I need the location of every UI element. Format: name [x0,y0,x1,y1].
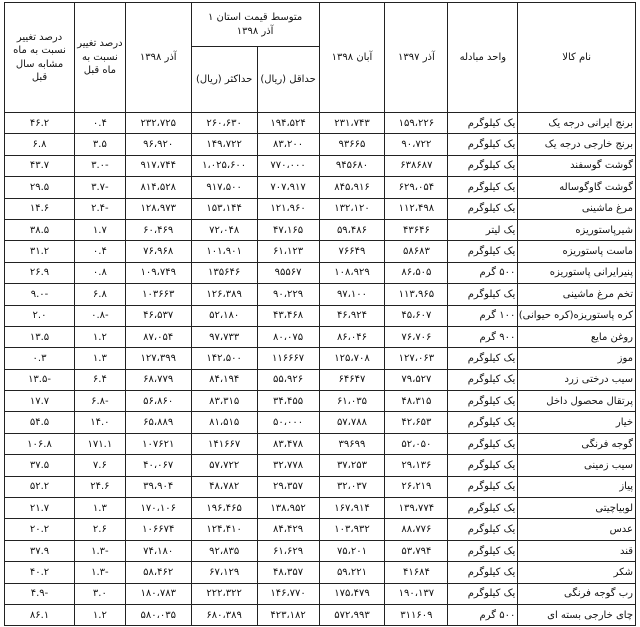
cell-max: ۱۴۲،۵۰۰ [191,348,257,369]
cell-max: ۴۸،۷۸۲ [191,476,257,497]
cell-azar97: ۱۳۹،۷۷۴ [385,498,448,519]
cell-item: لوبیاچیتی [518,498,636,519]
cell-unit: یک کیلوگرم [448,155,518,176]
cell-unit: یک کیلوگرم [448,433,518,454]
cell-aban98: ۵۷،۷۸۸ [319,412,385,433]
cell-item: شکر [518,562,636,583]
cell-mom-change: ۱.۳- [75,540,126,561]
cell-aban98: ۶۱،۰۳۵ [319,391,385,412]
cell-max: ۲۲۲،۳۲۲ [191,583,257,604]
cell-unit: یک کیلوگرم [448,476,518,497]
cell-yoy-change: ۲۶.۹ [5,262,75,283]
cell-aban98: ۵۷۲،۹۹۳ [319,604,385,625]
table-row [5,262,636,283]
cell-mom-change: ۳.۷- [75,177,126,198]
cell-mom-change: ۷.۶ [75,455,126,476]
cell-unit: یک کیلوگرم [448,198,518,219]
table-row [5,391,636,412]
table-row [5,540,636,561]
cell-azar98: ۴۰،۰۶۷ [125,455,191,476]
cell-aban98: ۱۲۵،۷۰۸ [319,348,385,369]
cell-max: ۱۹۶،۴۶۵ [191,498,257,519]
cell-mom-change: ۰.۸ [75,262,126,283]
cell-min: ۱۱۶۶۶۷ [257,348,319,369]
cell-azar97: ۱۹۰،۱۳۷ [385,583,448,604]
table-row [5,326,636,347]
cell-mom-change: ۶.۸- [75,391,126,412]
cell-yoy-change: ۲۹.۵ [5,177,75,198]
cell-item: پیاز [518,476,636,497]
cell-azar97: ۷۶،۷۰۶ [385,326,448,347]
cell-azar97: ۴۵،۶۰۷ [385,305,448,326]
cell-yoy-change: ۲۱.۷ [5,498,75,519]
col-header-max: حداکثر (ریال) [191,47,257,113]
cell-azar98: ۱۰۷۶۲۱ [125,433,191,454]
col-header-aban98: آبان ۱۳۹۸ [319,3,385,113]
price-table [4,2,636,626]
cell-unit: یک کیلوگرم [448,177,518,198]
cell-unit: یک کیلوگرم [448,391,518,412]
cell-min: ۴۲۳،۱۸۲ [257,604,319,625]
cell-yoy-change: ۴.۹- [5,583,75,604]
table-row [5,498,636,519]
cell-min: ۸۴،۴۲۹ [257,519,319,540]
cell-yoy-change: ۱۳.۵ [5,326,75,347]
cell-azar98: ۹۶،۹۲۰ [125,134,191,155]
cell-azar97: ۶۲۹،۰۵۴ [385,177,448,198]
col-header-azar98: آذر ۱۳۹۸ [125,3,191,113]
cell-unit: یک کیلوگرم [448,369,518,390]
cell-azar97: ۱۱۳،۹۶۵ [385,284,448,305]
table-row [5,583,636,604]
cell-max: ۱۴۱۶۶۷ [191,433,257,454]
cell-azar97: ۴۱۶۸۴ [385,562,448,583]
cell-azar98: ۳۹،۹۰۴ [125,476,191,497]
cell-unit: یک کیلوگرم [448,583,518,604]
table-row [5,455,636,476]
cell-min: ۸۳،۲۰۰ [257,134,319,155]
cell-azar98: ۶۰،۴۶۹ [125,219,191,240]
cell-azar97: ۳۱۱۶۰۹ [385,604,448,625]
cell-azar98: ۵۶،۸۶۰ [125,391,191,412]
table-body [5,113,636,626]
cell-mom-change: ۱.۳ [75,498,126,519]
cell-azar98: ۵۸۰،۰۳۵ [125,604,191,625]
cell-aban98: ۹۳۶۶۵ [319,134,385,155]
cell-unit: یک کیلوگرم [448,241,518,262]
cell-mom-change: ۱.۲ [75,326,126,347]
cell-unit: یک کیلوگرم [448,113,518,134]
cell-yoy-change: ۱۴.۶ [5,198,75,219]
cell-azar98: ۱۲۷،۳۹۹ [125,348,191,369]
cell-aban98: ۱۷۵،۴۷۹ [319,583,385,604]
cell-mom-change: ۰.۸- [75,305,126,326]
cell-azar98: ۱۰۳۶۶۳ [125,284,191,305]
cell-aban98: ۵۹،۴۸۶ [319,219,385,240]
table-row [5,198,636,219]
cell-aban98: ۸۴۵،۹۱۶ [319,177,385,198]
cell-azar97: ۲۶،۲۱۹ [385,476,448,497]
cell-unit: یک کیلوگرم [448,348,518,369]
cell-mom-change: ۳.۵ [75,134,126,155]
cell-item: برنج خارجی درجه یک [518,134,636,155]
cell-azar98: ۱۲۸،۹۷۳ [125,198,191,219]
cell-azar97: ۶۳۸۶۸۷ [385,155,448,176]
col-header-mom-change: درصد تغییر نسبت به ماه قبل [75,3,126,113]
cell-azar97: ۱۲۷،۰۶۳ [385,348,448,369]
cell-max: ۵۲،۱۸۰ [191,305,257,326]
table-row [5,412,636,433]
cell-aban98: ۳۷،۲۵۳ [319,455,385,476]
cell-yoy-change: ۱۷.۷ [5,391,75,412]
cell-item: تخم مرغ ماشینی [518,284,636,305]
cell-aban98: ۴۶،۹۲۴ [319,305,385,326]
cell-max: ۶۸۰،۳۸۹ [191,604,257,625]
cell-item: خیار [518,412,636,433]
cell-aban98: ۶۴۶۴۷ [319,369,385,390]
cell-max: ۹۲،۸۳۵ [191,540,257,561]
cell-azar97: ۷۹،۵۲۷ [385,369,448,390]
cell-azar98: ۲۳۲،۷۲۵ [125,113,191,134]
cell-unit: یک کیلوگرم [448,562,518,583]
cell-azar97: ۴۲،۶۵۳ [385,412,448,433]
cell-min: ۹۵۵۶۷ [257,262,319,283]
cell-aban98: ۵۹،۲۲۱ [319,562,385,583]
cell-azar97: ۱۱۲،۴۹۸ [385,198,448,219]
cell-yoy-change: ۲۰.۲ [5,519,75,540]
cell-item: موز [518,348,636,369]
cell-yoy-change: ۱۳.۵- [5,369,75,390]
cell-max: ۷۲،۰۴۸ [191,219,257,240]
col-header-min: حداقل (ریال) [257,47,319,113]
cell-azar98: ۵۸،۴۶۲ [125,562,191,583]
cell-yoy-change: ۳۷.۵ [5,455,75,476]
cell-unit: ۵۰۰ گرم [448,262,518,283]
cell-min: ۱۹۴،۵۲۴ [257,113,319,134]
table-row [5,177,636,198]
cell-azar98: ۱۷۰،۱۰۶ [125,498,191,519]
cell-aban98: ۱۰۳،۹۳۲ [319,519,385,540]
cell-item: چای خارجی بسته ای [518,604,636,625]
group-header-line1: متوسط قیمت استان ۱ [207,12,303,23]
cell-min: ۶۱،۶۲۹ [257,540,319,561]
cell-max: ۱۲۴،۴۱۰ [191,519,257,540]
cell-yoy-change: ۴۳.۷ [5,155,75,176]
cell-item: ماست پاستوریزه [518,241,636,262]
cell-azar98: ۷۶،۹۶۸ [125,241,191,262]
cell-min: ۴۳،۴۶۸ [257,305,319,326]
cell-mom-change: ۶.۴ [75,369,126,390]
table-row [5,604,636,625]
cell-max: ۲۶۰،۶۳۰ [191,113,257,134]
table-row [5,113,636,134]
cell-azar97: ۴۳۶۴۶ [385,219,448,240]
cell-unit: یک کیلوگرم [448,412,518,433]
cell-azar97: ۹۰،۷۲۲ [385,134,448,155]
cell-azar98: ۱۰۶۶۷۴ [125,519,191,540]
cell-item: گوجه فرنگی [518,433,636,454]
cell-item: عدس [518,519,636,540]
cell-unit: یک کیلوگرم [448,455,518,476]
cell-item: قند [518,540,636,561]
cell-aban98: ۳۹۶۹۹ [319,433,385,454]
cell-azar98: ۹۱۷،۷۴۴ [125,155,191,176]
cell-unit: یک کیلوگرم [448,498,518,519]
cell-max: ۸۳،۳۱۵ [191,391,257,412]
group-header-line2: آذر ۱۳۹۸ [236,25,274,37]
cell-min: ۱۴۶،۷۷۰ [257,583,319,604]
table-row [5,155,636,176]
cell-aban98: ۷۵،۲۰۱ [319,540,385,561]
cell-azar97: ۵۲،۰۵۰ [385,433,448,454]
cell-mom-change: ۶.۸ [75,284,126,305]
cell-max: ۱۳۵۶۴۶ [191,262,257,283]
cell-min: ۶۱،۱۲۳ [257,241,319,262]
cell-yoy-change: ۳۷.۹ [5,540,75,561]
cell-min: ۴۸،۳۵۷ [257,562,319,583]
cell-min: ۱۳۸،۹۵۲ [257,498,319,519]
table-row [5,219,636,240]
cell-azar97: ۱۵۹،۲۲۶ [385,113,448,134]
cell-unit: یک کیلوگرم [448,134,518,155]
cell-item: برنج ایرانی درجه یک [518,113,636,134]
cell-item: مرغ ماشینی [518,198,636,219]
cell-yoy-change: ۲.۰ [5,305,75,326]
cell-azar98: ۱۸۰،۷۸۳ [125,583,191,604]
cell-azar97: ۲۹،۱۳۶ [385,455,448,476]
cell-mom-change: ۱.۳ [75,348,126,369]
col-header-unit: واحد مبادله [448,3,518,113]
cell-min: ۸۰،۰۷۵ [257,326,319,347]
cell-yoy-change: ۳۸.۵ [5,219,75,240]
cell-max: ۸۱،۵۱۵ [191,412,257,433]
cell-aban98: ۱۶۷،۹۱۴ [319,498,385,519]
cell-mom-change: ۲۴.۶ [75,476,126,497]
cell-azar97: ۸۶،۵۰۵ [385,262,448,283]
cell-max: ۹۷،۷۳۳ [191,326,257,347]
table-row [5,134,636,155]
cell-mom-change: ۲.۴- [75,198,126,219]
cell-item: پرتقال محصول داخل [518,391,636,412]
cell-item: شیرپاستوریزه [518,219,636,240]
cell-max: ۱،۰۲۵،۶۰۰ [191,155,257,176]
col-header-yoy-change: درصد تغییر نسبت به ماه مشابه سال قبل [5,3,75,113]
cell-min: ۳۴،۴۵۵ [257,391,319,412]
cell-aban98: ۹۴۵۶۸۰ [319,155,385,176]
cell-yoy-change: ۴۰.۲ [5,562,75,583]
col-header-azar97: آذر ۱۳۹۷ [385,3,448,113]
table-row [5,305,636,326]
cell-item: کره پاستوریزه(کره حیوانی) [518,305,636,326]
cell-min: ۷۷۰،۰۰۰ [257,155,319,176]
cell-unit: ۵۰۰ گرم [448,604,518,625]
price-table-container [4,2,636,624]
cell-item: روغن مایع [518,326,636,347]
cell-yoy-change: ۹.۰- [5,284,75,305]
cell-unit: یک کیلوگرم [448,284,518,305]
cell-max: ۸۴،۱۹۴ [191,369,257,390]
table-row [5,348,636,369]
cell-max: ۱۲۶،۳۸۹ [191,284,257,305]
cell-yoy-change: ۶.۸ [5,134,75,155]
cell-azar97: ۴۸،۳۱۵ [385,391,448,412]
cell-max: ۹۱۷،۵۰۰ [191,177,257,198]
cell-aban98: ۳۲،۰۳۷ [319,476,385,497]
cell-min: ۵۰،۰۰۰ [257,412,319,433]
cell-azar98: ۱۰۹،۷۴۹ [125,262,191,283]
cell-aban98: ۲۳۱،۷۴۳ [319,113,385,134]
cell-min: ۱۲۱،۹۶۰ [257,198,319,219]
table-row [5,369,636,390]
cell-mom-change: ۳.۰ [75,583,126,604]
cell-mom-change: ۱۷۱.۱ [75,433,126,454]
cell-yoy-change: ۸۶.۱ [5,604,75,625]
cell-yoy-change: ۳۱.۲ [5,241,75,262]
table-row [5,562,636,583]
cell-mom-change: ۰.۴ [75,113,126,134]
cell-yoy-change: ۰.۳ [5,348,75,369]
cell-azar97: ۸۸،۷۷۶ [385,519,448,540]
cell-min: ۵۵،۹۲۶ [257,369,319,390]
cell-azar98: ۸۷،۰۵۴ [125,326,191,347]
cell-unit: یک کیلوگرم [448,519,518,540]
cell-aban98: ۸۶،۰۴۶ [319,326,385,347]
cell-min: ۹۰،۲۲۹ [257,284,319,305]
cell-azar98: ۷۴،۱۸۰ [125,540,191,561]
cell-unit: ۹۰۰ گرم [448,326,518,347]
cell-mom-change: ۱.۳- [75,562,126,583]
cell-max: ۱۴۹،۷۲۲ [191,134,257,155]
cell-mom-change: ۰.۴ [75,241,126,262]
cell-max: ۱۵۳،۱۴۴ [191,198,257,219]
cell-min: ۳۲،۷۷۸ [257,455,319,476]
cell-yoy-change: ۵۴.۵ [5,412,75,433]
cell-azar97: ۵۳،۷۹۴ [385,540,448,561]
cell-min: ۴۷،۱۶۵ [257,219,319,240]
cell-aban98: ۷۶۶۴۹ [319,241,385,262]
table-row [5,519,636,540]
cell-item: سیب درختی زرد [518,369,636,390]
cell-yoy-change: ۵۲.۲ [5,476,75,497]
cell-unit: یک لیتر [448,219,518,240]
col-header-avg-price-group [191,3,319,47]
cell-unit: یک کیلوگرم [448,540,518,561]
cell-aban98: ۱۰۸،۹۲۹ [319,262,385,283]
cell-unit: ۱۰۰ گرم [448,305,518,326]
cell-yoy-change: ۱۰۶.۸ [5,433,75,454]
cell-azar98: ۴۶،۵۳۷ [125,305,191,326]
cell-aban98: ۹۷،۱۰۰ [319,284,385,305]
cell-azar98: ۶۵،۸۸۹ [125,412,191,433]
cell-max: ۶۷،۱۲۹ [191,562,257,583]
cell-mom-change: ۱.۲ [75,604,126,625]
cell-azar98: ۶۸،۷۷۹ [125,369,191,390]
cell-min: ۸۳،۴۷۸ [257,433,319,454]
cell-mom-change: ۲.۶ [75,519,126,540]
cell-item: پنیرایرانی پاستوریزه [518,262,636,283]
table-row [5,241,636,262]
col-header-item: نام کالا [518,3,636,113]
cell-azar97: ۵۸۶۸۳ [385,241,448,262]
cell-item: رب گوجه فرنگی [518,583,636,604]
cell-mom-change: ۱.۷ [75,219,126,240]
cell-aban98: ۱۳۲،۱۲۰ [319,198,385,219]
cell-max: ۱۰۱،۹۰۱ [191,241,257,262]
cell-min: ۷۰۷،۹۱۷ [257,177,319,198]
cell-mom-change: ۱۴.۰ [75,412,126,433]
cell-item: سیب زمینی [518,455,636,476]
cell-mom-change: ۳.۰- [75,155,126,176]
table-row [5,284,636,305]
cell-item: گوشت گاوگوساله [518,177,636,198]
cell-max: ۵۷،۷۲۲ [191,455,257,476]
cell-item: گوشت گوسفند [518,155,636,176]
table-row [5,433,636,454]
cell-min: ۲۹،۳۵۷ [257,476,319,497]
cell-azar98: ۸۱۴،۵۲۸ [125,177,191,198]
cell-yoy-change: ۴۶.۲ [5,113,75,134]
table-row [5,476,636,497]
